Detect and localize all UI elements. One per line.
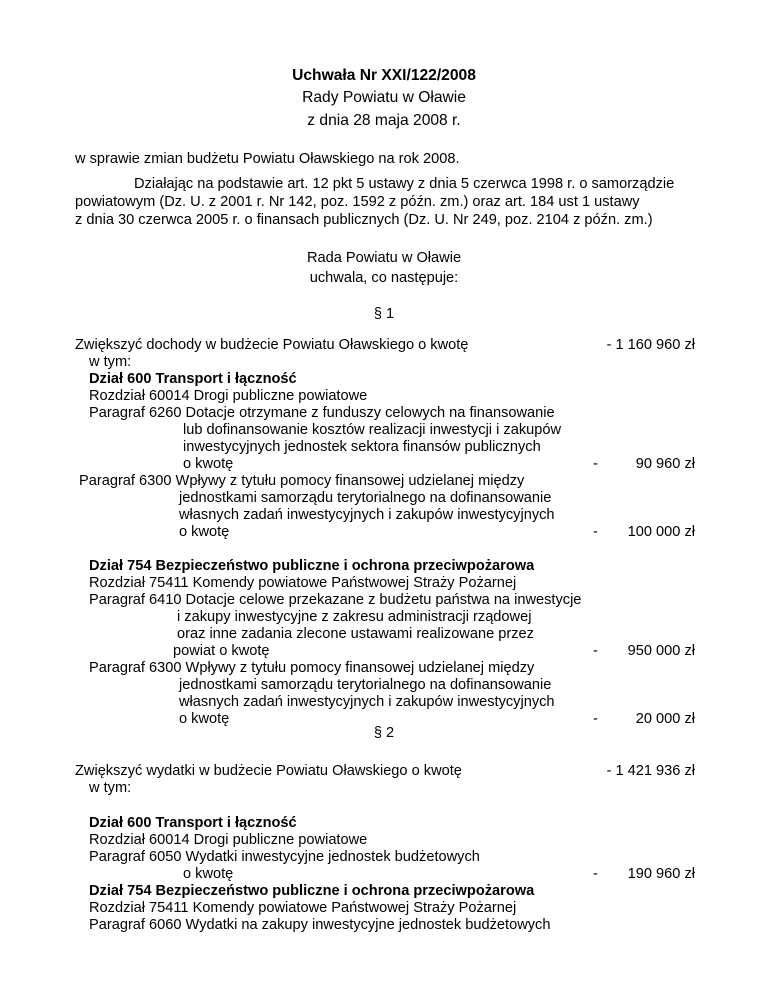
- legal-basis-line-3: z dnia 30 czerwca 2005 r. o finansach publicznych (Dz. U. Nr 249, poz. 2104 z późn. zm.): [75, 212, 653, 228]
- expense-intro: Zwiększyć wydatki w budżecie Powiatu Oławskiego o kwotę: [75, 763, 462, 779]
- income-p6410-line-2: i zakupy inwestycyjne z zakresu administracji rządowej: [177, 609, 532, 625]
- income-p6300a-line-1: Paragraf 6300 Wpływy z tytułu pomocy finansowej udzielanej między: [79, 473, 525, 489]
- income-p6410-line-1: Paragraf 6410 Dotacje celowe przekazane z budżetu państwa na inwestycje: [89, 592, 582, 608]
- income-total-amount: - 1 160 960 zł: [606, 337, 695, 353]
- income-p6300b-dash: -: [593, 711, 598, 727]
- resolution-date: z dnia 28 maja 2008 r.: [307, 112, 461, 129]
- income-p6410-amount: 950 000 zł: [627, 643, 695, 659]
- income-p6260-line-1: Paragraf 6260 Dotacje otrzymane z funduszy celowych na finansowanie: [89, 405, 555, 421]
- income-p6300a-line-3: własnych zadań inwestycyjnych i zakupów inwestycyjnych: [179, 507, 555, 523]
- income-dzial-600: Dział 600 Transport i łączność: [89, 371, 297, 387]
- expense-dzial-600: Dział 600 Transport i łączność: [89, 815, 297, 831]
- section-1-mark: § 1: [373, 306, 395, 322]
- resolves-line-2: uchwala, co następuje:: [309, 270, 459, 286]
- income-p6410-line-4: powiat o kwotę: [173, 643, 270, 659]
- expense-p6050-line-1: Paragraf 6050 Wydatki inwestycyjne jednostek budżetowych: [89, 849, 480, 865]
- subject-line: w sprawie zmian budżetu Powiatu Oławskiego na rok 2008.: [75, 151, 460, 167]
- income-p6260-line-2: lub dofinansowanie kosztów realizacji inwestycji i zakupów: [183, 422, 561, 438]
- expense-p6060-line-1: Paragraf 6060 Wydatki na zakupy inwestycyjne jednostek budżetowych: [89, 917, 551, 933]
- income-p6260-amount: 90 960 zł: [635, 456, 695, 472]
- expense-p6050-line-2: o kwotę: [183, 866, 234, 882]
- income-p6300a-line-2: jednostkami samorządu terytorialnego na dofinansowanie: [179, 490, 552, 506]
- income-p6300b-amount: 20 000 zł: [635, 711, 695, 727]
- income-dzial-754: Dział 754 Bezpieczeństwo publiczne i ochrona przeciwpożarowa: [89, 558, 535, 574]
- income-wtym: w tym:: [89, 354, 132, 370]
- section-2-mark: § 2: [373, 725, 395, 741]
- income-p6300a-amount: 100 000 zł: [627, 524, 695, 540]
- income-rozdzial-75411: Rozdział 75411 Komendy powiatowe Państwowej Straży Pożarnej: [89, 575, 517, 591]
- income-p6300a-dash: -: [593, 524, 598, 540]
- expense-rozdzial-75411: Rozdział 75411 Komendy powiatowe Państwowej Straży Pożarnej: [89, 900, 517, 916]
- expense-total-amount: - 1 421 936 zł: [606, 763, 695, 779]
- expense-wtym: w tym:: [89, 780, 132, 796]
- resolution-title: Uchwała Nr XXI/122/2008: [292, 67, 476, 84]
- expense-p6050-dash: -: [593, 866, 598, 882]
- income-intro: Zwiększyć dochody w budżecie Powiatu Oławskiego o kwotę: [75, 337, 469, 353]
- income-p6410-dash: -: [593, 643, 598, 659]
- legal-basis-line-1: Działając na podstawie art. 12 pkt 5 ustawy z dnia 5 czerwca 1998 r. o samorządzie: [134, 176, 675, 192]
- income-p6300b-line-3: własnych zadań inwestycyjnych i zakupów inwestycyjnych: [179, 694, 555, 710]
- council-name: Rady Powiatu w Oławie: [302, 89, 466, 106]
- income-p6300a-line-4: o kwotę: [179, 524, 230, 540]
- income-rozdzial-60014: Rozdział 60014 Drogi publiczne powiatowe: [89, 388, 368, 404]
- resolves-line-1: Rada Powiatu w Oławie: [306, 250, 462, 266]
- income-p6260-line-3: inwestycyjnych jednostek sektora finansów publicznych: [183, 439, 541, 455]
- income-p6410-line-3: oraz inne zadania zlecone ustawami realizowane przez: [177, 626, 534, 642]
- income-p6260-dash: -: [593, 456, 598, 472]
- expense-rozdzial-60014: Rozdział 60014 Drogi publiczne powiatowe: [89, 832, 368, 848]
- expense-dzial-754: Dział 754 Bezpieczeństwo publiczne i ochrona przeciwpożarowa: [89, 883, 535, 899]
- income-p6300b-line-2: jednostkami samorządu terytorialnego na dofinansowanie: [179, 677, 552, 693]
- income-p6260-line-4: o kwotę: [183, 456, 234, 472]
- income-p6300b-line-4: o kwotę: [179, 711, 230, 727]
- income-p6300b-line-1: Paragraf 6300 Wpływy z tytułu pomocy finansowej udzielanej między: [89, 660, 535, 676]
- legal-basis-line-2: powiatowym (Dz. U. z 2001 r. Nr 142, poz. 1592 z późn. zm.) oraz art. 184 ust 1 ustawy: [75, 194, 640, 210]
- expense-p6050-amount: 190 960 zł: [627, 866, 695, 882]
